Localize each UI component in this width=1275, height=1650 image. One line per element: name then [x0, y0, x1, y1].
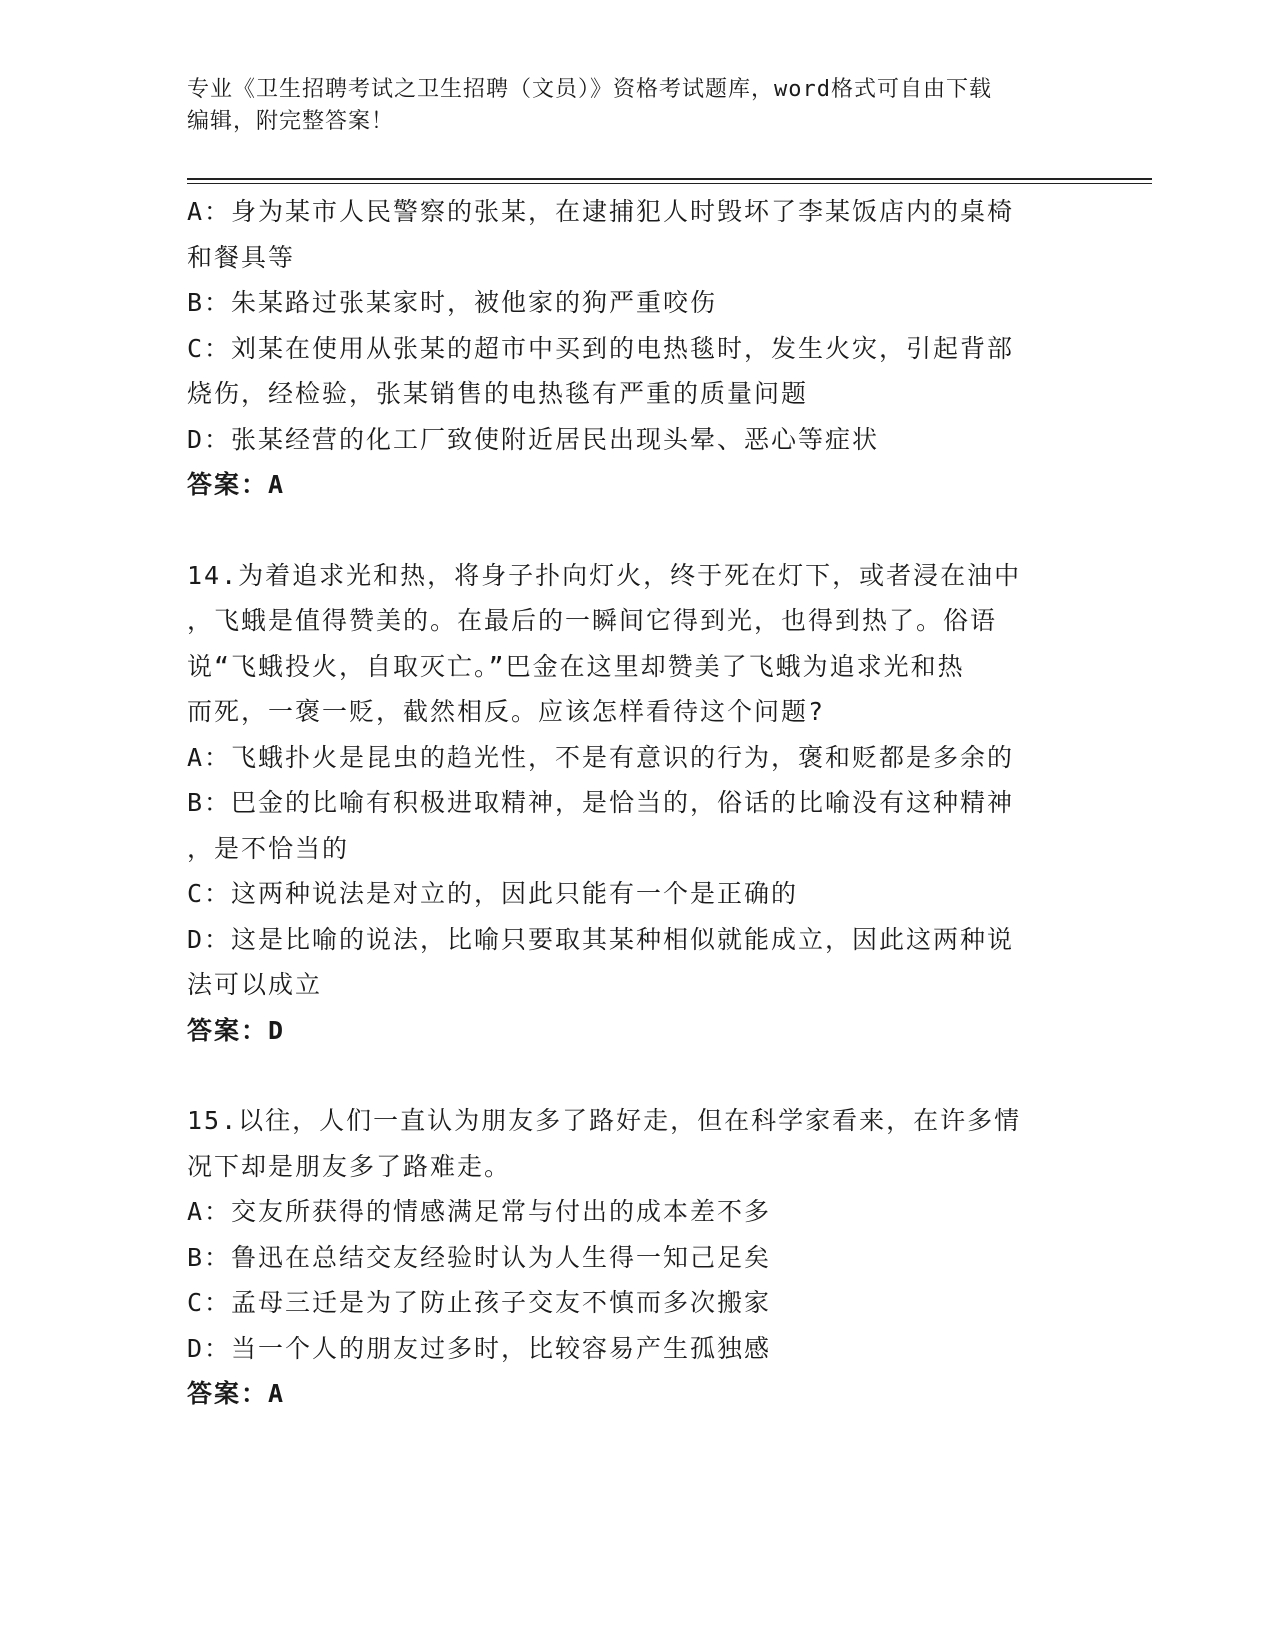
q14-stem-line4: 而死，一褒一贬，截然相反。应该怎样看待这个问题? — [187, 697, 826, 726]
q13-option-a-line1: A：身为某市人民警察的张某，在逮捕犯人时毁坏了李某饭店内的桌椅 — [187, 197, 1015, 226]
q14-option-d-line1: D：这是比喻的说法，比喻只要取其某种相似就能成立，因此这两种说 — [187, 924, 1015, 954]
q13-option-d: D：张某经营的化工厂致使附近居民出现头晕、恶心等症状 — [187, 424, 880, 454]
q14-option-a: A：飞蛾扑火是昆虫的趋光性，不是有意识的行为，褒和贬都是多余的 — [187, 742, 1015, 772]
spacer — [187, 508, 1067, 553]
q14-stem-line1: 14.为着追求光和热，将身子扑向灯火，终于死在灯下，或者浸在油中 — [187, 560, 1022, 590]
q13-answer: 答案：A — [187, 470, 286, 499]
q14-option-b-line1: B：巴金的比喻有积极进取精神，是恰当的，俗话的比喻没有这种精神 — [187, 788, 1015, 817]
q14-option-c: C：这两种说法是对立的，因此只能有一个是正确的 — [187, 879, 799, 908]
q15-answer: 答案：A — [187, 1379, 286, 1408]
q15-stem-line2: 况下却是朋友多了路难走。 — [187, 1151, 512, 1181]
q15-option-d: D：当一个人的朋友过多时，比较容易产生孤独感 — [187, 1333, 772, 1363]
question-15 — [187, 1098, 1067, 1417]
header-line-1: 专业《卫生招聘考试之卫生招聘（文员）》资格考试题库，word格式可自由下载 — [187, 77, 992, 102]
q14-stem-line2: ，飞蛾是值得赞美的。在最后的一瞬间它得到光，也得到热了。俗语 — [187, 606, 998, 635]
q15-stem-line1: 15.以往，人们一直认为朋友多了路好走，但在科学家看来，在许多情 — [187, 1106, 1022, 1135]
q15-option-b: B：鲁迅在总结交友经验时认为人生得一知己足矣 — [187, 1242, 772, 1272]
q13-option-a-line2: 和餐具等 — [187, 242, 296, 272]
spacer — [187, 1053, 1067, 1098]
document-header — [187, 74, 1087, 138]
q14-option-d-line2: 法可以成立 — [187, 970, 323, 999]
question-14 — [187, 553, 1067, 1054]
q14-answer: 答案：D — [187, 1015, 286, 1045]
question-13-options — [187, 189, 1067, 508]
header-divider-thin — [187, 183, 1152, 184]
q13-option-b: B：朱某路过张某家时，被他家的狗严重咬伤 — [187, 288, 718, 317]
q13-option-c-line2: 烧伤，经检验，张某销售的电热毯有严重的质量问题 — [187, 379, 809, 408]
question-content — [187, 189, 1067, 1417]
q14-option-b-line2: ，是不恰当的 — [187, 833, 350, 863]
q15-option-c: C：孟母三迁是为了防止孩子交友不慎而多次搬家 — [187, 1288, 772, 1317]
header-divider-thick — [187, 178, 1152, 180]
q14-stem-line3: 说“飞蛾投火，自取灭亡。”巴金在这里却赞美了飞蛾为追求光和热 — [187, 651, 965, 681]
header-line-2: 编辑，附完整答案！ — [187, 109, 395, 134]
q13-option-c-line1: C：刘某在使用从张某的超市中买到的电热毯时，发生火灾，引起背部 — [187, 333, 1015, 363]
q15-option-a: A：交友所获得的情感满足常与付出的成本差不多 — [187, 1197, 772, 1226]
